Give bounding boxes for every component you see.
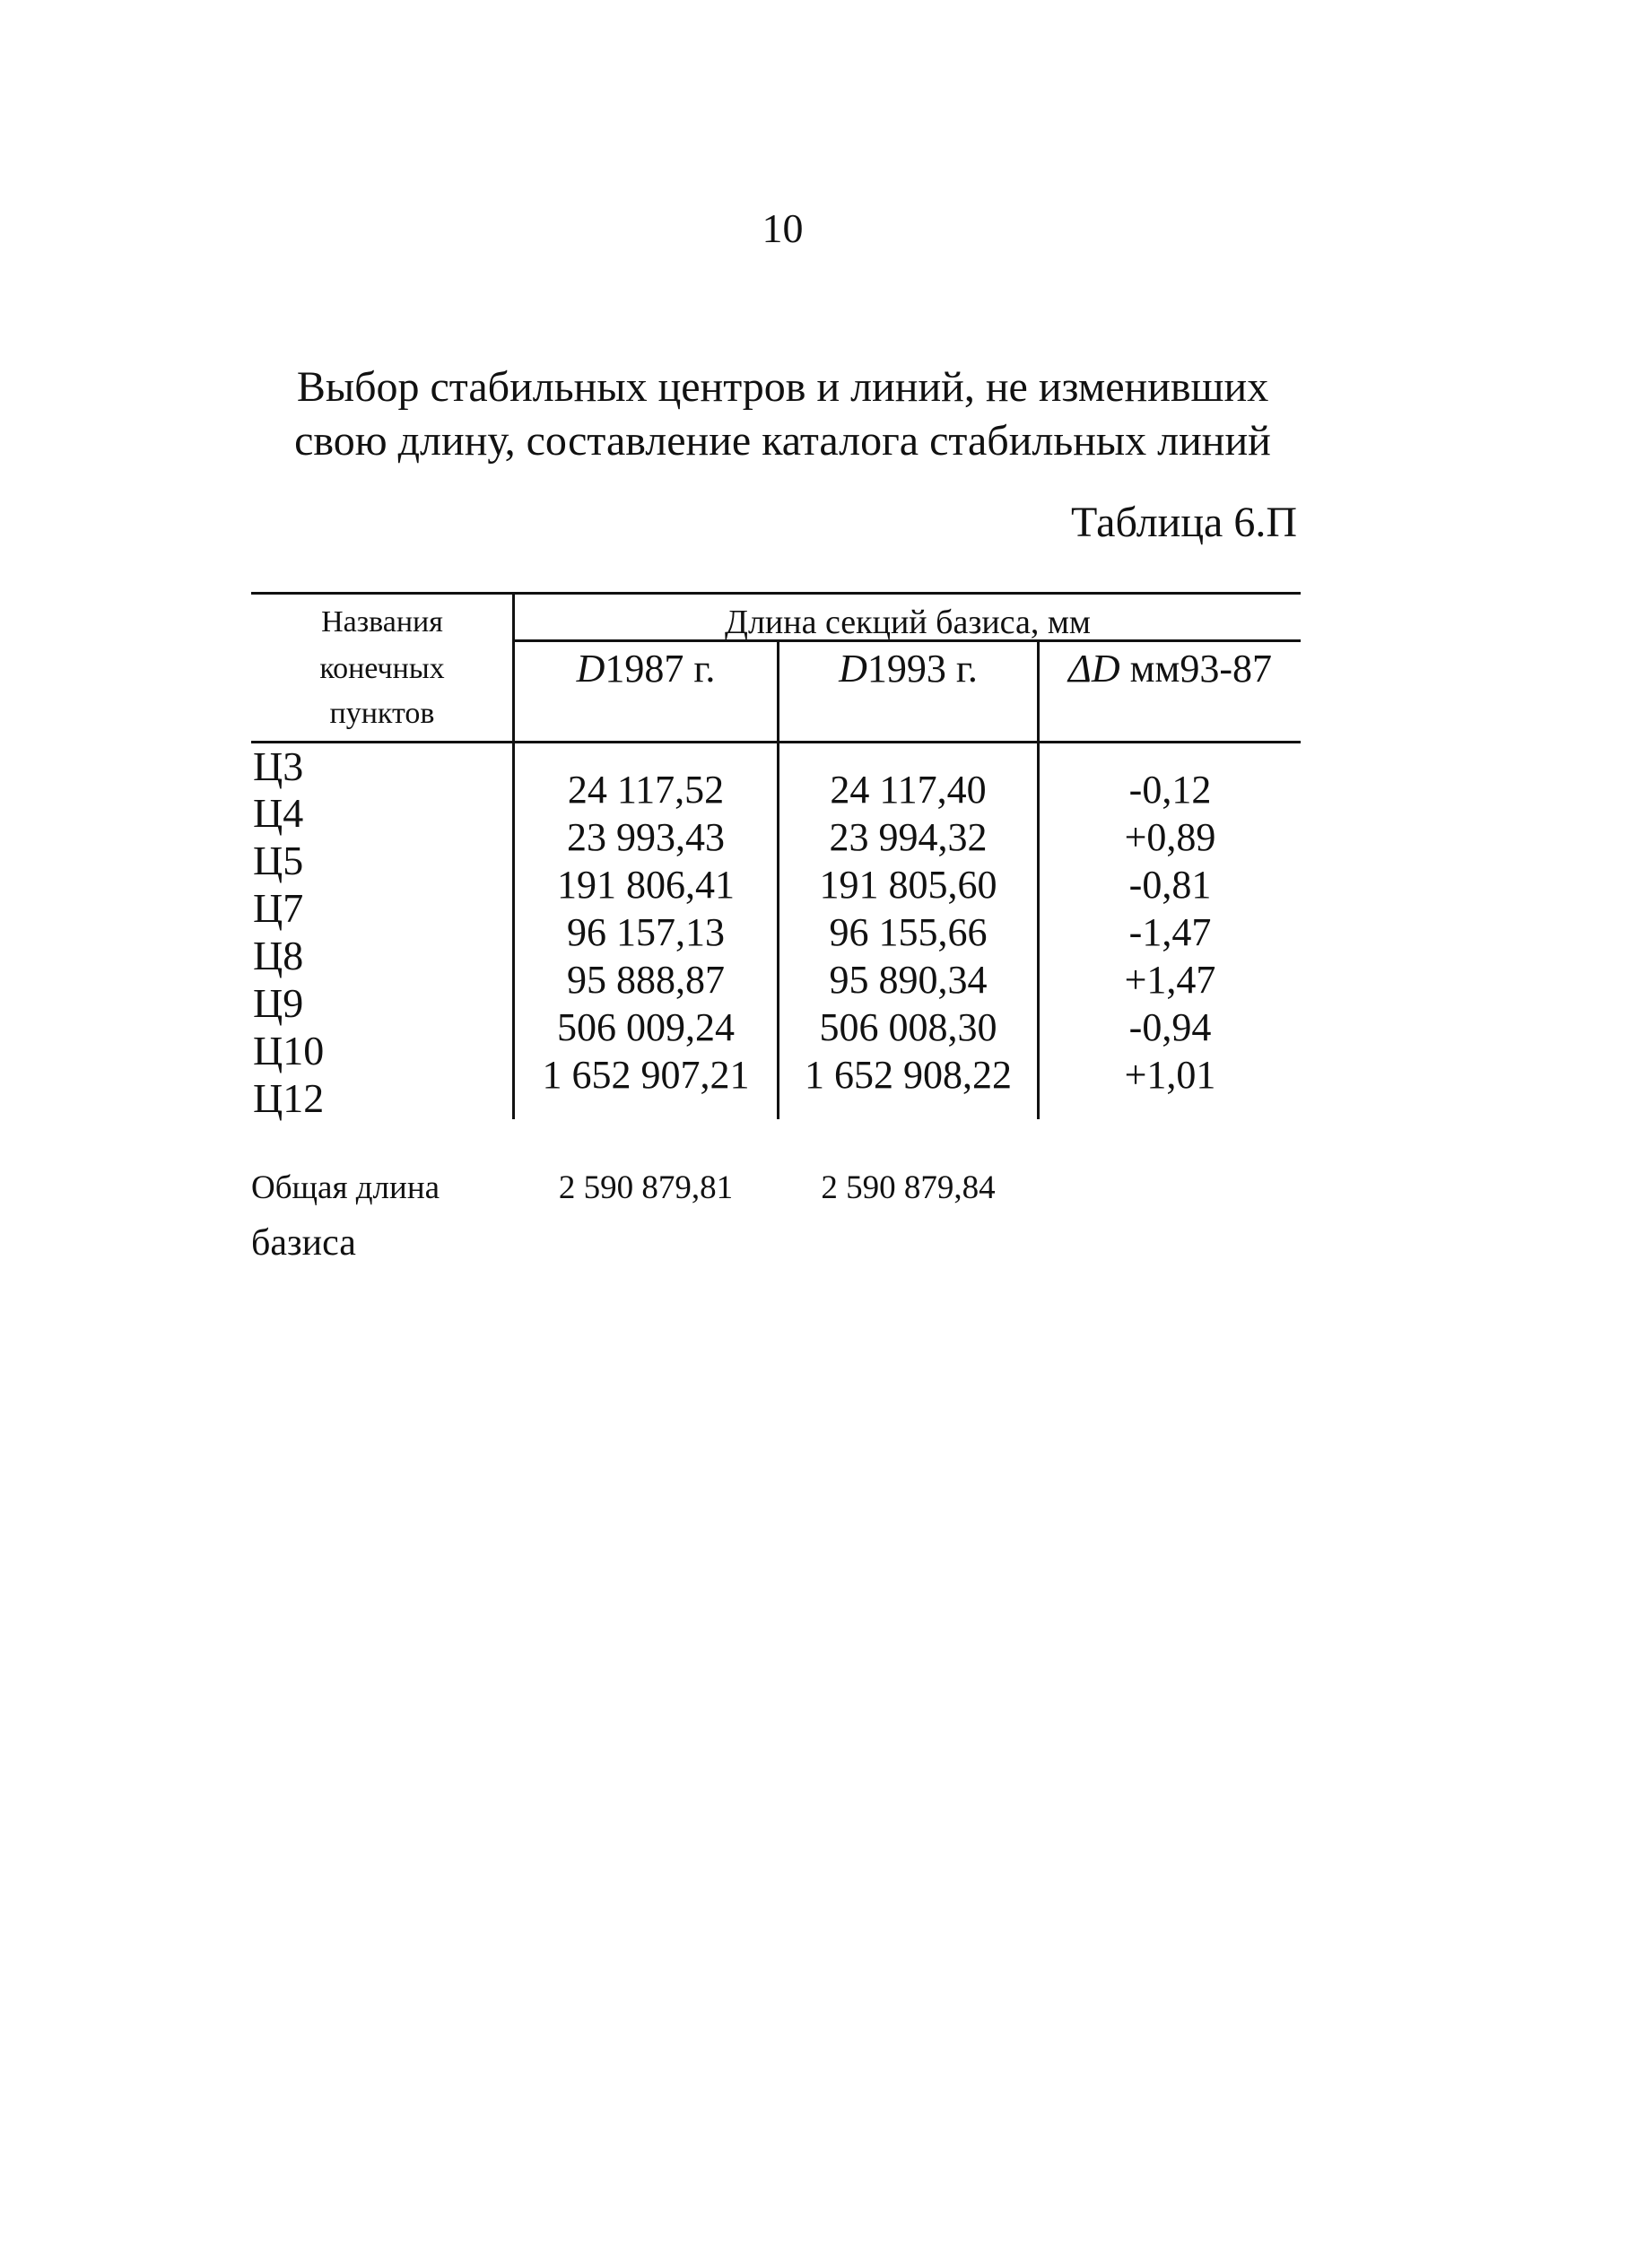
table-cell-delta: -0,12 <box>1128 768 1212 812</box>
table-cell-delta: -0,81 <box>1128 863 1212 907</box>
header-names-line-1: Названия <box>321 605 443 639</box>
table-cell-d1993: 96 155,66 <box>829 910 988 954</box>
header-d1993-text: 1993 г. <box>866 647 978 691</box>
header-delta <box>1040 646 1301 691</box>
table-cell-d1987: 1 652 907,21 <box>542 1053 750 1097</box>
point-name: Ц10 <box>253 1028 325 1073</box>
table-cell-delta: -0,94 <box>1128 1005 1212 1049</box>
table-cell-d1987: 191 806,41 <box>557 863 735 907</box>
header-group-label: Длина секций базиса, мм <box>725 604 1091 641</box>
table-cell-d1993: 1 652 908,22 <box>805 1053 1012 1097</box>
section-title <box>0 361 1565 468</box>
point-name: Ц5 <box>253 838 304 883</box>
header-d1987-symbol: D <box>576 647 605 691</box>
table-cell-d1987: 96 157,13 <box>567 910 725 954</box>
table-cell-d1987: 23 993,43 <box>567 815 725 859</box>
title-line-2: свою длину, составление каталога стабильных линий <box>294 417 1271 465</box>
title-line-1: Выбор стабильных центров и линий, не изменивших <box>296 363 1269 411</box>
table-cell-d1993: 506 008,30 <box>819 1005 997 1049</box>
point-name: Ц7 <box>253 885 304 931</box>
point-name: Ц12 <box>253 1075 325 1121</box>
header-d1993 <box>779 646 1037 691</box>
header-d1993-symbol: D <box>839 647 867 691</box>
header-bottom-rule <box>251 741 1301 743</box>
total-d1987: 2 590 879,81 <box>558 1169 734 1206</box>
header-names-line-2: конечных <box>319 652 445 685</box>
total-label-line-2: базиса <box>251 1222 356 1264</box>
table-cell-d1993: 95 890,34 <box>829 958 988 1002</box>
point-name: Ц8 <box>253 933 304 978</box>
total-d1993: 2 590 879,84 <box>821 1169 996 1206</box>
table-cell-d1987: 506 009,24 <box>557 1005 735 1049</box>
table-cell-d1987: 95 888,87 <box>567 958 725 1002</box>
table-label: Таблица 6.П <box>1071 499 1297 546</box>
header-d1987 <box>515 646 777 691</box>
table-cell-delta: -1,47 <box>1128 910 1212 954</box>
point-name: Ц3 <box>253 743 304 789</box>
header-d1987-text: 1987 г. <box>605 647 716 691</box>
table-cell-d1993: 24 117,40 <box>830 768 987 812</box>
table-cell-delta: +1,47 <box>1124 958 1216 1002</box>
header-delta-symbol: ΔD <box>1068 647 1120 691</box>
table-cell-d1993: 23 994,32 <box>829 815 988 859</box>
table-top-rule <box>251 592 1301 595</box>
total-label-line-1: Общая длина <box>251 1169 440 1206</box>
table-cell-d1993: 191 805,60 <box>819 863 997 907</box>
point-name: Ц4 <box>253 790 304 836</box>
header-delta-text: мм93-87 <box>1119 647 1272 691</box>
table-cell-delta: +1,01 <box>1124 1053 1216 1097</box>
table-cell-d1987: 24 117,52 <box>567 768 725 812</box>
point-name: Ц9 <box>253 980 304 1026</box>
header-names-line-3: пунктов <box>329 697 435 730</box>
table-cell-delta: +0,89 <box>1124 815 1216 859</box>
page-number: 10 <box>762 205 804 251</box>
